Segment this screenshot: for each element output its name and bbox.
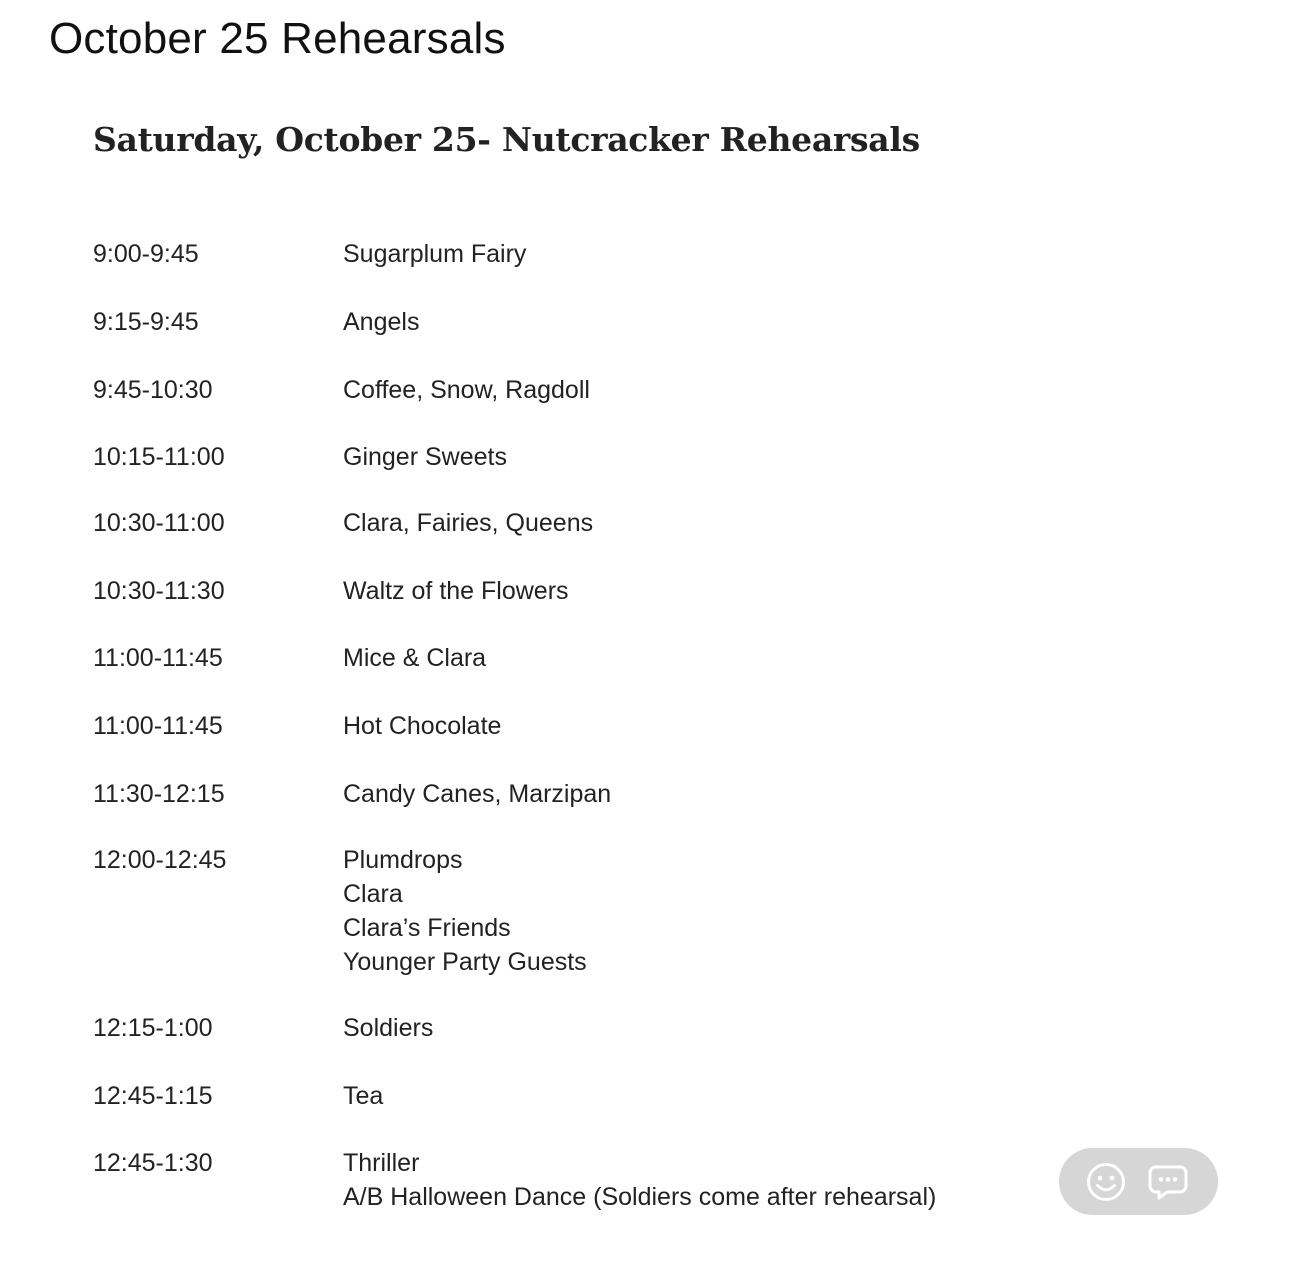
rehearsal-group: Coffee, Snow, Ragdoll [343,376,590,404]
rehearsal-group: Angels [343,308,420,336]
page-title: October 25 Rehearsals [49,14,506,63]
smiley-face-icon[interactable] [1085,1161,1127,1203]
rehearsal-time: 12:15-1:00 [93,1014,213,1042]
rehearsal-time: 12:45-1:15 [93,1082,213,1110]
rehearsal-groups [343,574,569,608]
rehearsal-time: 10:30-11:00 [93,509,225,537]
rehearsal-time: 11:00-11:45 [93,712,223,740]
rehearsal-time: 10:15-11:00 [93,443,225,471]
rehearsal-groups [343,373,590,407]
rehearsal-groups [343,709,501,743]
floating-action-pill [1059,1148,1218,1215]
rehearsal-groups [343,237,526,271]
rehearsal-group: A/B Halloween Dance (Soldiers come after rehearsal) [343,1183,937,1211]
rehearsal-time: 9:15-9:45 [93,308,199,336]
rehearsal-group: Ginger Sweets [343,443,507,471]
rehearsal-groups [343,440,507,474]
rehearsal-group: Waltz of the Flowers [343,577,569,605]
rehearsal-groups [343,641,486,675]
rehearsal-group: Clara, Fairies, Queens [343,509,594,537]
rehearsal-group: Sugarplum Fairy [343,240,527,268]
rehearsal-time: 12:00-12:45 [93,846,227,874]
rehearsal-group: Tea [343,1082,384,1110]
rehearsal-time: 12:45-1:30 [93,1149,213,1177]
rehearsal-group: Mice & Clara [343,644,487,672]
rehearsal-group: Plumdrops [343,846,463,874]
schedule-heading: Saturday, October 25- Nutcracker Rehearsals [93,120,920,159]
rehearsal-time: 9:00-9:45 [93,240,199,268]
rehearsal-time: 11:30-12:15 [93,780,225,808]
rehearsal-groups [343,506,593,540]
rehearsal-time: 11:00-11:45 [93,644,223,672]
rehearsal-time: 10:30-11:30 [93,577,225,605]
rehearsal-groups [343,1011,433,1045]
rehearsal-groups [343,305,419,339]
chat-bubble-icon[interactable] [1147,1161,1189,1203]
rehearsal-groups [343,1146,936,1214]
rehearsal-group: Soldiers [343,1014,434,1042]
rehearsal-group: Clara’s Friends [343,914,511,942]
rehearsal-group: Clara [343,880,403,908]
rehearsal-time: 9:45-10:30 [93,376,213,404]
rehearsal-group: Thriller [343,1149,420,1177]
rehearsal-groups [343,1079,383,1113]
rehearsal-groups [343,777,611,811]
rehearsal-group: Hot Chocolate [343,712,502,740]
rehearsal-group: Younger Party Guests [343,948,587,976]
rehearsal-groups [343,843,587,979]
rehearsal-group: Candy Canes, Marzipan [343,780,612,808]
